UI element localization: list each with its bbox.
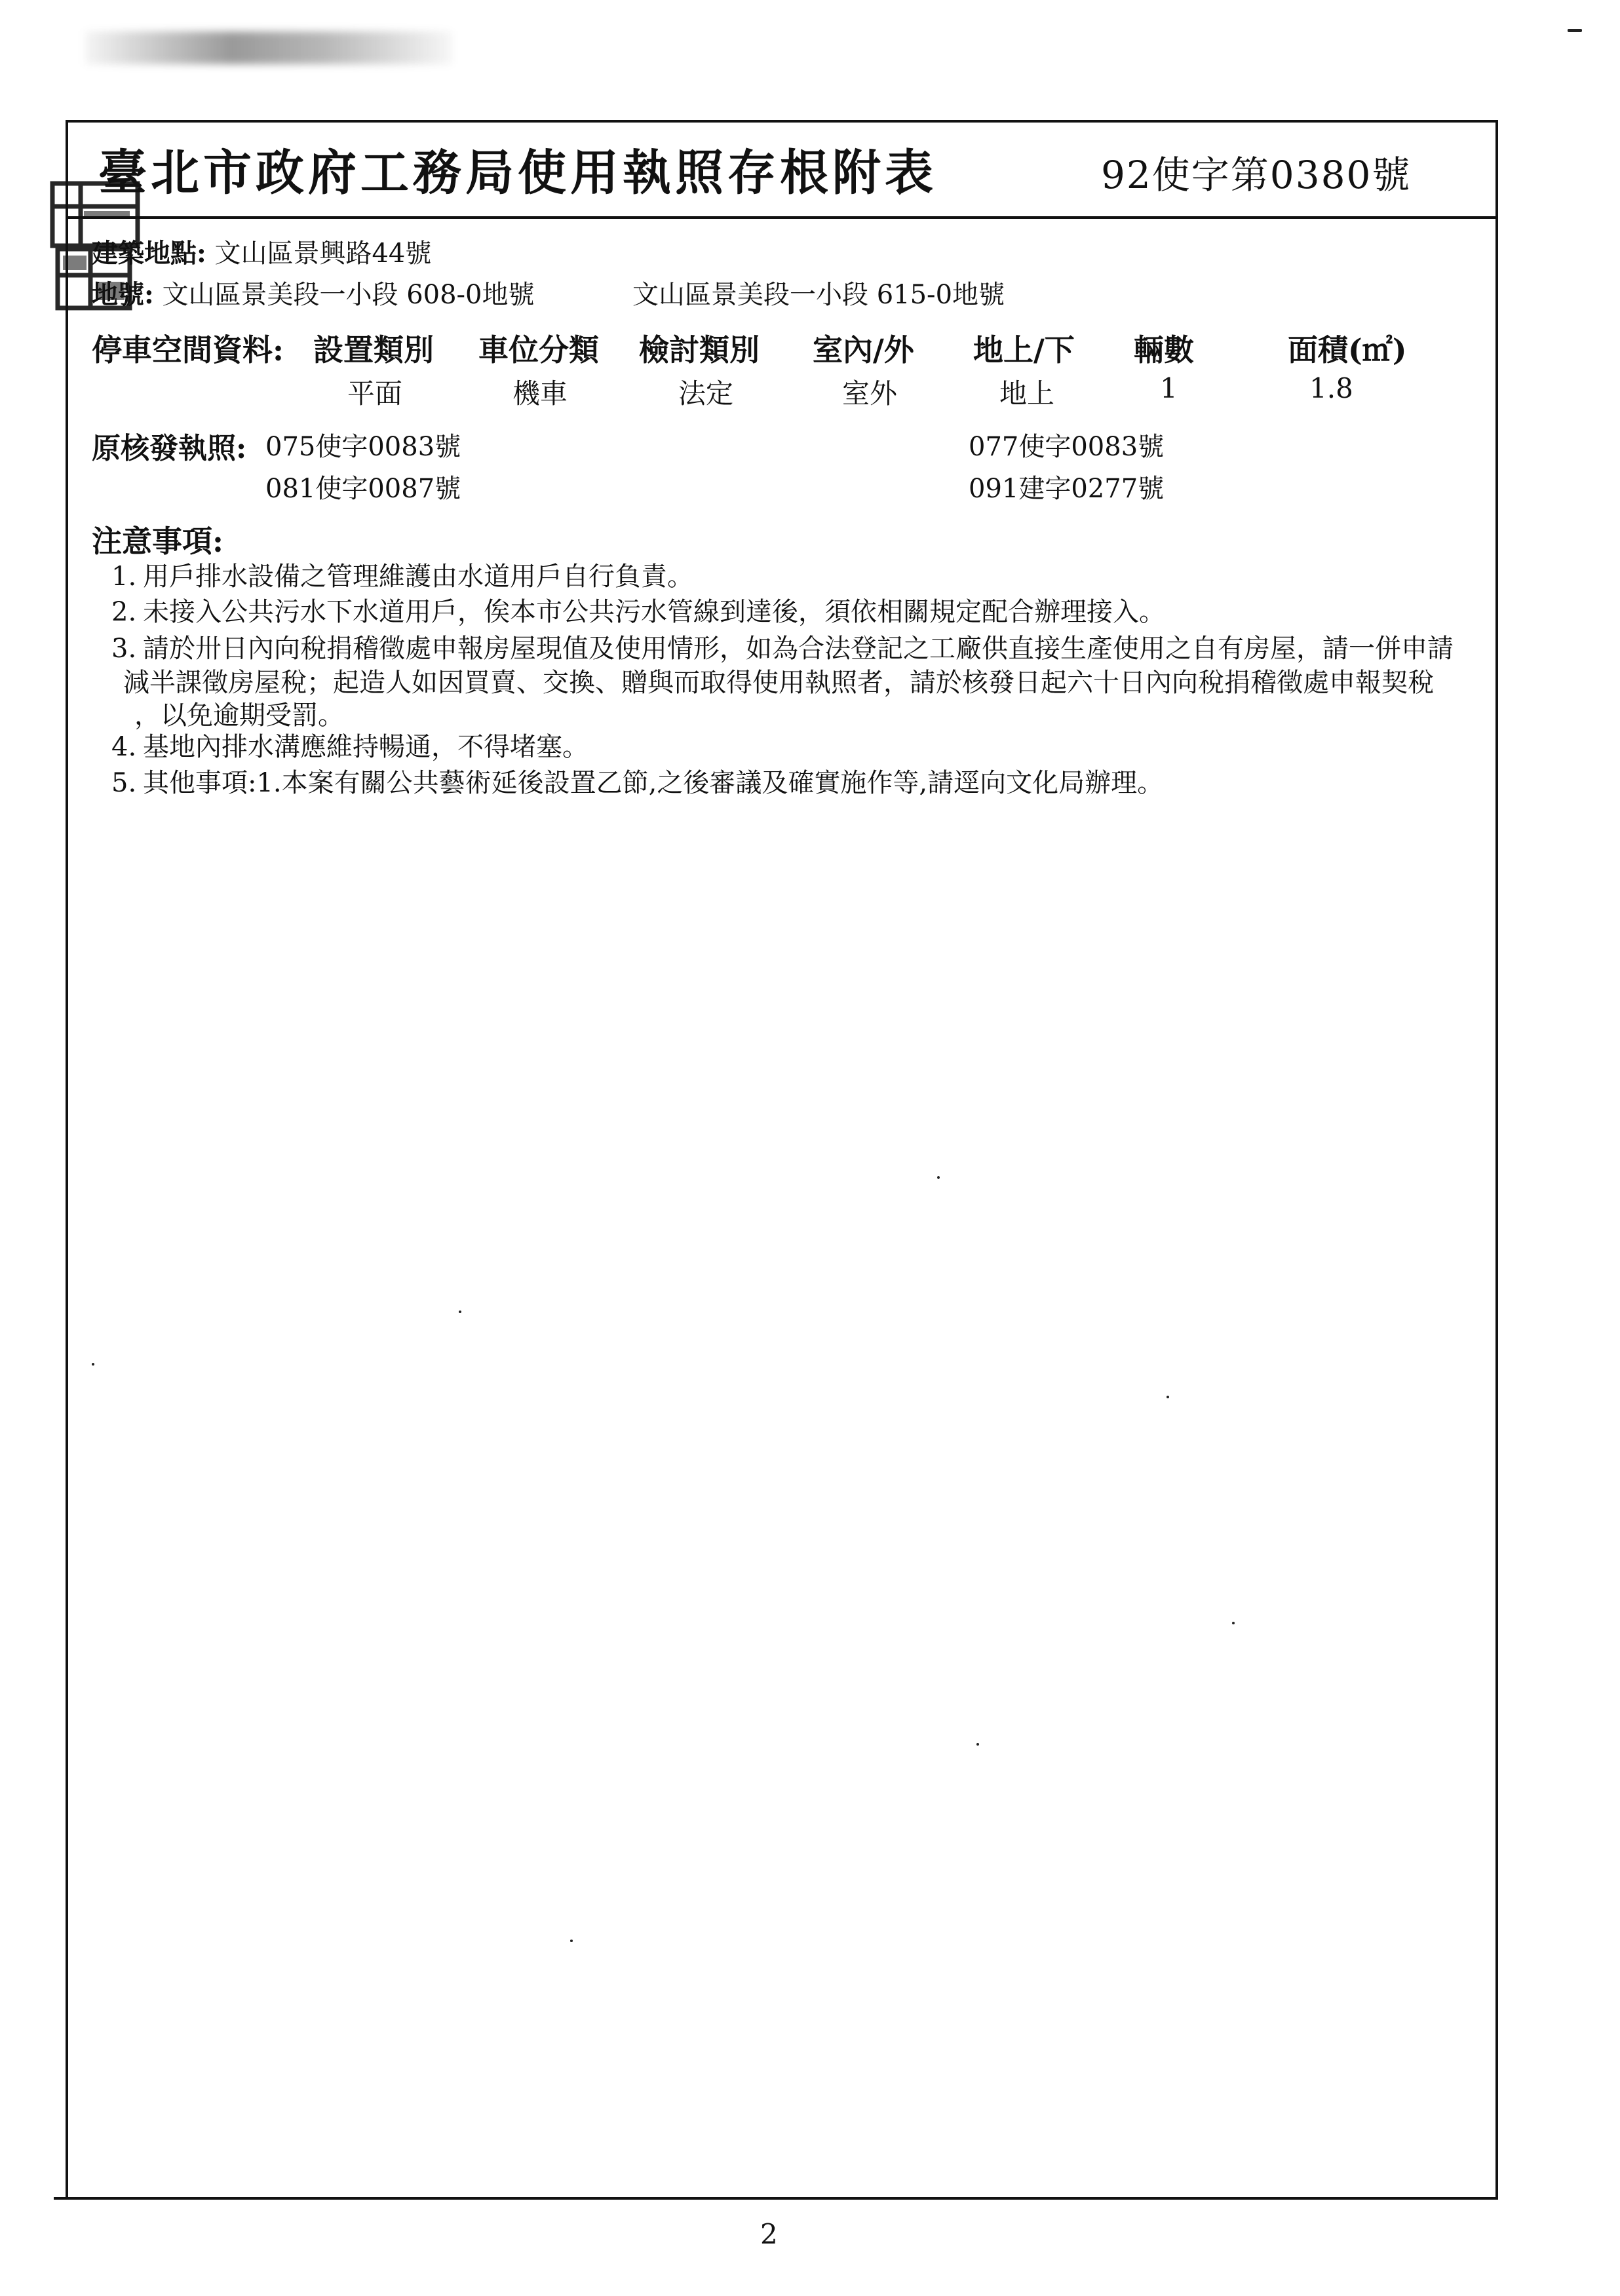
- lot-label: 地號:: [92, 279, 154, 310]
- note-number: 2.: [111, 597, 137, 627]
- original-permit: 077使字0083號: [969, 432, 1165, 462]
- bottom-divider: [54, 2197, 1498, 2200]
- original-permit: 081使字0087號: [265, 474, 461, 504]
- parking-header-class: 車位分類: [478, 332, 599, 368]
- original-permits-label: 原核發執照:: [92, 432, 247, 465]
- lot-row: [92, 274, 535, 311]
- parking-header-area: 面積(㎡): [1288, 332, 1407, 368]
- note-item: [111, 591, 1165, 628]
- note-number: 3.: [111, 634, 137, 664]
- note-item: [111, 628, 1454, 665]
- parking-cell-indoor: 室外: [842, 377, 898, 410]
- note-item: [111, 726, 588, 763]
- note-item: [111, 762, 1163, 799]
- note-text-continued: ，以免逾期受罰。: [134, 700, 344, 731]
- parking-cell-level: 地上: [999, 377, 1055, 410]
- scan-smudge: [85, 31, 452, 64]
- address-label: 建築地點:: [92, 238, 206, 269]
- notes-heading: 注意事項:: [92, 524, 223, 559]
- note-text: 基地內排水溝應維持暢通，不得堵塞。: [143, 732, 588, 762]
- note-text: 其他事項:1.本案有關公共藝術延後設置乙節,之後審議及確實施作等,請逕向文化局辦理。: [143, 768, 1164, 798]
- note-number: 5.: [111, 768, 137, 798]
- lot-value-1: 文山區景美段一小段 608-0地號: [162, 280, 535, 310]
- note-text: 用戶排水設備之管理維護由水道用戶自行負責。: [143, 562, 693, 592]
- permit-number: 92使字第0380號: [1101, 153, 1412, 197]
- original-permit: 075使字0083號: [265, 432, 461, 462]
- parking-header-count: 輛數: [1134, 332, 1194, 368]
- lot-value-2: 文山區景美段一小段 615-0地號: [632, 280, 1005, 310]
- note-number: 1.: [111, 562, 137, 592]
- title-divider: [66, 216, 1498, 219]
- address-value: 文山區景興路44號: [214, 239, 432, 269]
- note-text: 請於卅日內向稅捐稽徵處申報房屋現值及使用情形，如為合法登記之工廠供直接生產使用之自有房屋，請一併申請: [143, 634, 1454, 664]
- parking-cell-area: 1.8: [1309, 372, 1353, 404]
- scan-speck: [1568, 29, 1582, 32]
- parking-header-review: 檢討類別: [639, 332, 760, 368]
- parking-cell-review: 法定: [678, 377, 734, 410]
- page-number: 2: [760, 2218, 778, 2250]
- parking-cell-count: 1: [1160, 372, 1178, 404]
- address-row: [92, 233, 431, 270]
- note-text-continued: 減半課徵房屋稅；起造人如因買賣、交換、贈與而取得使用執照者，請於核發日起六十日內向稅捐稽徵處申報契稅: [123, 668, 1434, 698]
- parking-label: 停車空間資料:: [92, 332, 284, 368]
- note-item: [111, 556, 693, 593]
- parking-header-type: 設置類別: [313, 332, 434, 368]
- note-number: 4.: [111, 732, 137, 762]
- parking-cell-type: 平面: [347, 377, 403, 410]
- parking-header-level: 地上/下: [973, 332, 1075, 368]
- parking-cell-class: 機車: [512, 377, 568, 410]
- parking-header-indoor: 室內/外: [813, 332, 914, 368]
- note-text: 未接入公共污水下水道用戶，俟本市公共污水管線到達後，須依相關規定配合辦理接入。: [143, 597, 1165, 627]
- document-title: 臺北市政府工務局使用執照存根附表: [98, 145, 937, 201]
- original-permit: 091建字0277號: [969, 474, 1165, 504]
